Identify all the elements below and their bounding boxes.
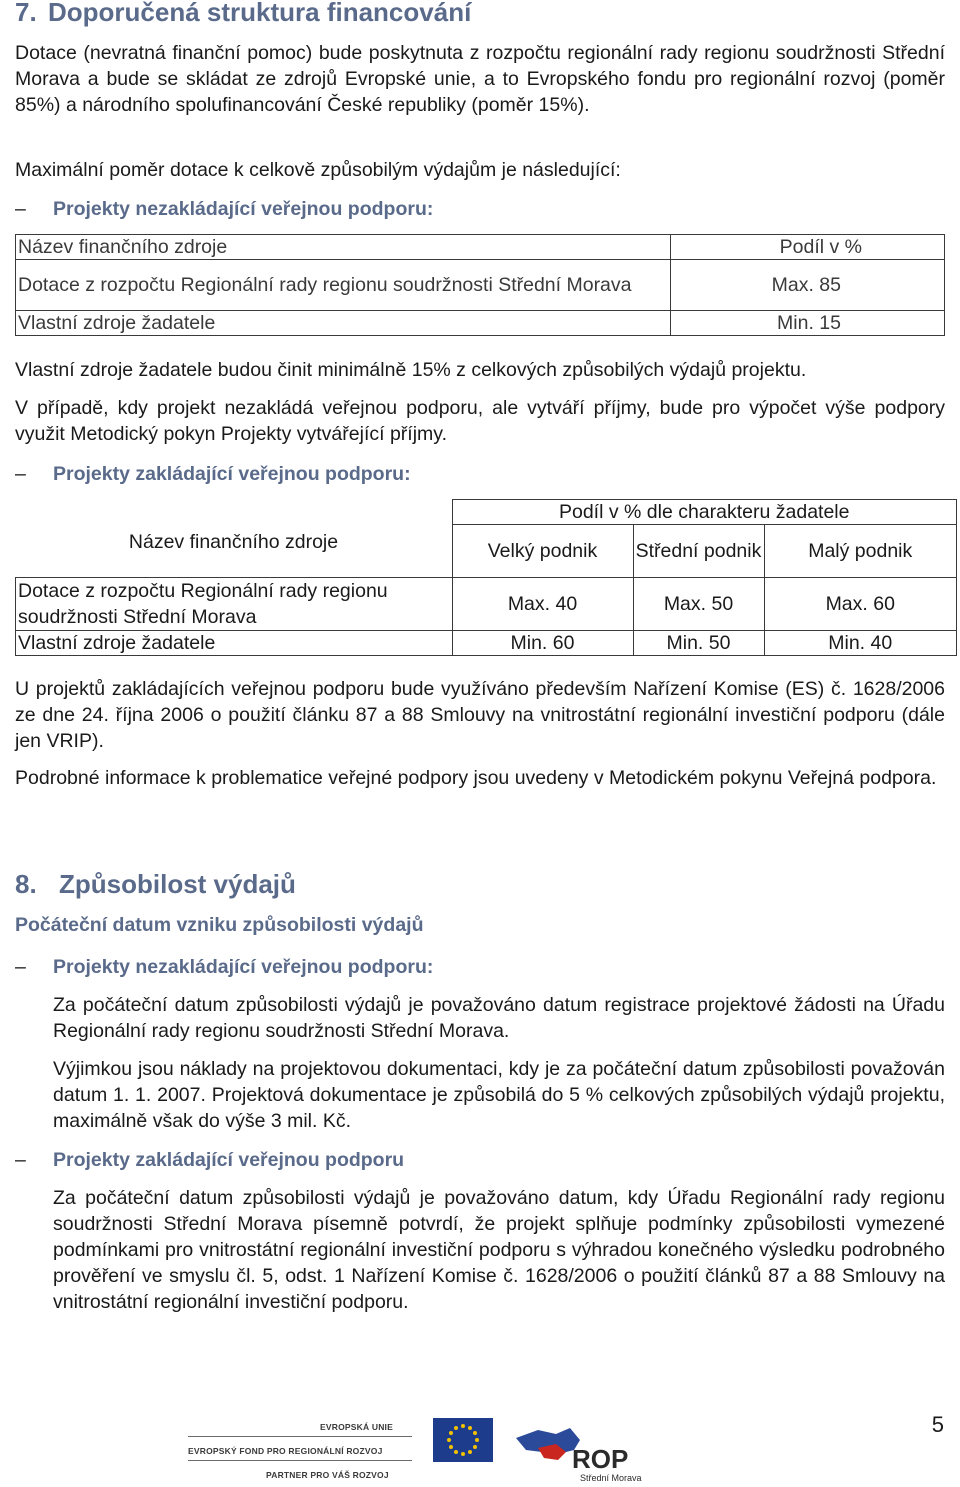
note-regulation: U projektů zakládajících veřejnou podporu bude využíváno především Nařízení Komise (ES) č. 1628/2006 ze dne 24. října 2006 o použití článku 87 a 88 Smlouvy na vnitrostátní regionální investiční podporu (dále jen VRIP). bbox=[15, 678, 945, 752]
table-cell-share: Min. 15 bbox=[671, 311, 945, 336]
table-row bbox=[16, 578, 957, 631]
page-number: 5 bbox=[931, 1412, 944, 1437]
section-7-number: 7. bbox=[15, 0, 37, 27]
table-row bbox=[16, 235, 945, 260]
note-methodology: Podrobné informace k problematice veřejné podpory jsou uvedeny v Metodickém pokynu Veřejná podpora. bbox=[15, 767, 937, 789]
section-8-heading bbox=[15, 868, 296, 900]
bullet-state-aid-8 bbox=[15, 1147, 945, 1173]
table-header-source: Název finančního zdroje bbox=[16, 235, 671, 260]
dash-marker: – bbox=[15, 198, 26, 220]
dash-marker: – bbox=[15, 463, 26, 485]
max-ratio-text: Maximální poměr dotace k celkově způsobilým výdajům je následující: bbox=[15, 159, 621, 181]
table-nonstate-aid bbox=[15, 234, 945, 336]
table-cell-large: Min. 60 bbox=[452, 631, 633, 656]
table-row bbox=[16, 311, 945, 336]
table-cell-source: Dotace z rozpočtu Regionální rady regionu soudržnosti Střední Morava bbox=[16, 260, 671, 311]
table-cell-source: Vlastní zdroje žadatele bbox=[16, 311, 671, 336]
bullet-state-aid-8-label: Projekty zakládající veřejnou podporu bbox=[53, 1149, 405, 1171]
table-cell-share: Max. 85 bbox=[671, 260, 945, 311]
section-7-heading bbox=[15, 0, 471, 28]
bullet-nonstate-aid bbox=[15, 196, 945, 222]
bullet-state-aid bbox=[15, 461, 945, 487]
dash-marker: – bbox=[15, 956, 26, 978]
table-header-large: Velký podnik bbox=[452, 525, 633, 578]
table-row bbox=[16, 631, 957, 656]
footer-fund-label: EVROPSKÝ FOND PRO REGIONÁLNÍ ROZVOJ bbox=[188, 1446, 383, 1456]
rop-logo-text: ROP bbox=[572, 1444, 629, 1474]
bullet-nonstate-aid-8 bbox=[15, 954, 945, 980]
table-header-share: Podíl v % bbox=[671, 235, 945, 260]
footer-eu-label: EVROPSKÁ UNIE bbox=[320, 1422, 393, 1432]
footer-logos bbox=[188, 1418, 658, 1484]
table-group-header: Podíl v % dle charakteru žadatele bbox=[452, 500, 957, 525]
table-cell-medium: Min. 50 bbox=[633, 631, 764, 656]
bullet-nonstate-aid-label: Projekty nezakládající veřejnou podporu: bbox=[53, 198, 434, 220]
eu-flag-icon bbox=[433, 1418, 493, 1462]
section-7-title: Doporučená struktura financování bbox=[48, 0, 472, 27]
table-row bbox=[16, 260, 945, 311]
para-state-aid-date: Za počáteční datum způsobilosti výdajů je považováno datum, kdy Úřadu Regionální rady regionu soudržnosti Střední Morava písemně potvrdí, že projekt splňuje podmínky způsobilosti vymezené podmínkami pro vnitrostátní regionální investiční podporu s výhradou konečného výsledku podrobného prověření ve smyslu čl. 5, odst. 1 Nařízení Komise č. 1628/2006 o použití článků 87 a 88 Smlouvy na vnitrostátní regionální investiční podporu. bbox=[53, 1187, 945, 1313]
bullet-nonstate-aid-8-label: Projekty nezakládající veřejnou podporu: bbox=[53, 956, 434, 978]
table-cell-small: Min. 40 bbox=[764, 631, 957, 656]
note-own-resources: Vlastní zdroje žadatele budou činit minimálně 15% z celkových způsobilých výdajů projektu. bbox=[15, 359, 807, 381]
table-header-source: Název finančního zdroje bbox=[16, 500, 453, 578]
footer-divider bbox=[188, 1460, 412, 1461]
dash-marker: – bbox=[15, 1149, 26, 1171]
para-exception-documentation: Výjimkou jsou náklady na projektovou dokumentaci, kdy je za počáteční datum způsobilosti považován datum 1. 1. 2007. Projektová dokumentace je způsobilá do 5 % celkových způsobilých výdajů projektu, maximálně však do výše 3 mil. Kč. bbox=[53, 1058, 945, 1132]
table-state-aid bbox=[15, 499, 957, 656]
table-cell-small: Max. 60 bbox=[764, 578, 957, 631]
table-cell-source: Dotace z rozpočtu Regionální rady regionu soudržnosti Střední Morava bbox=[16, 578, 453, 631]
rop-logo-subtitle: Střední Morava bbox=[580, 1473, 642, 1483]
table-cell-large: Max. 40 bbox=[452, 578, 633, 631]
section-8-subtitle: Počáteční datum vzniku způsobilosti výdajů bbox=[15, 914, 424, 936]
para-registration-date: Za počáteční datum způsobilosti výdajů je považováno datum registrace projektové žádosti na Úřadu Regionální rady regionu soudržnosti Střední Morava. bbox=[53, 994, 945, 1042]
section-7-intro: Dotace (nevratná finanční pomoc) bude poskytnuta z rozpočtu regionální rady regionu soudržnosti Střední Morava a bude se skládat ze zdrojů Evropské unie, a to Evropského fondu pro regionální rozvoj (poměr 85%) a národního spolufinancování České republiky (poměr 15%). bbox=[15, 42, 945, 116]
table-header-small: Malý podnik bbox=[764, 525, 957, 578]
section-8-title: Způsobilost výdajů bbox=[59, 869, 296, 899]
table-cell-medium: Max. 50 bbox=[633, 578, 764, 631]
section-8-number: 8. bbox=[15, 869, 37, 899]
bullet-state-aid-label: Projekty zakládající veřejnou podporu: bbox=[53, 463, 411, 485]
table-cell-source: Vlastní zdroje žadatele bbox=[16, 631, 453, 656]
footer-divider bbox=[188, 1436, 412, 1437]
footer-partner-label: PARTNER PRO VÁŠ ROZVOJ bbox=[266, 1470, 389, 1480]
table-row bbox=[16, 500, 957, 525]
note-revenue-projects: V případě, kdy projekt nezakládá veřejnou podporu, ale vytváří příjmy, bude pro výpočet výše podpory využit Metodický pokyn Projekty vytvářející příjmy. bbox=[15, 397, 945, 445]
table-header-medium: Střední podnik bbox=[633, 525, 764, 578]
rop-logo-icon bbox=[508, 1418, 668, 1484]
